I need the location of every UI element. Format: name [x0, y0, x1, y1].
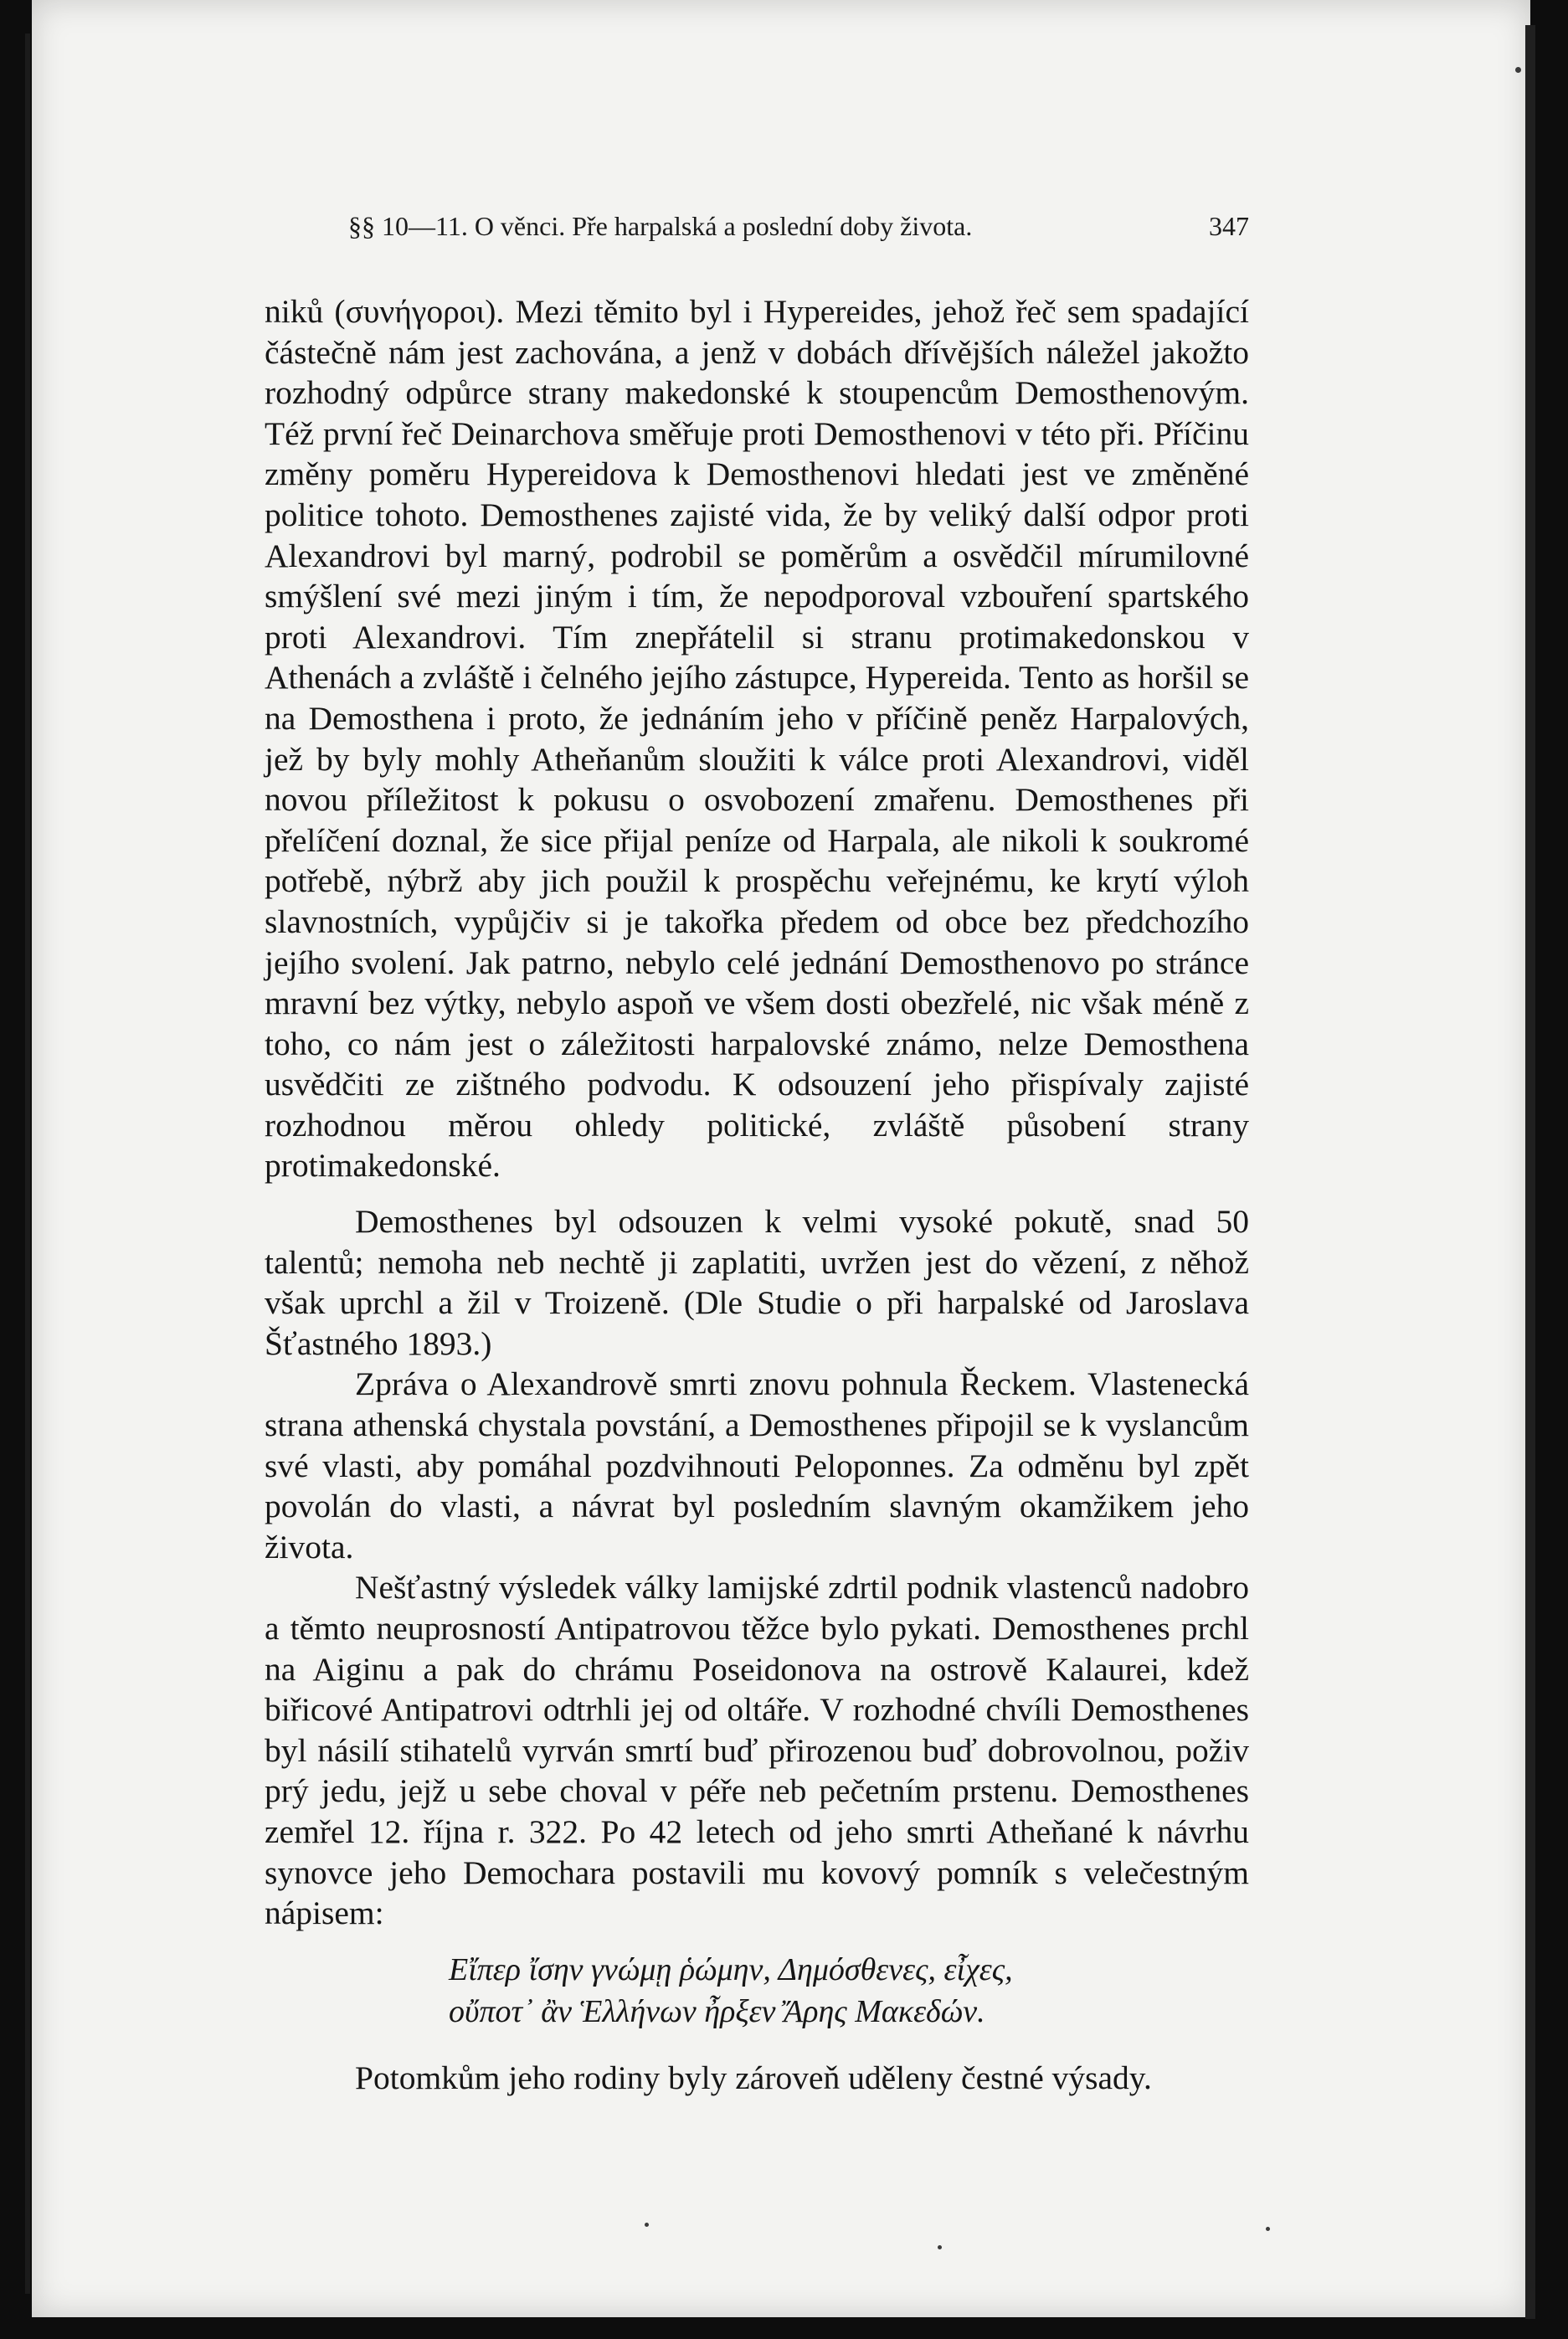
verse-line: οὔποτ᾽ ἂν Ἑλλήνων ἦρξεν Ἄρης Μακεδών.	[449, 1993, 985, 2029]
scan-speck	[645, 2223, 649, 2227]
paragraph: niků (συνήγοροι). Mezi těmito byl i Hypereides, jehož řeč sem spadající částečně nám jest zachována, a jenž v dobách dřívějších náležel jakožto rozhodný odpůrce strany makedonské k stoupencům Demosthenovým. Též první řeč Deinarchova směřuje proti Demosthenovi v této při. Příčinu změny poměru Hypereidova k Demosthenovi hledati jest ve změněné politice tohoto. Demosthenes zajisté vida, že by veliký další odpor proti Alexandrovi byl marný, podrobil se poměrům a osvědčil mírumilovné smýšlení své mezi jiným i tím, že nepodporoval vzbouření spartského proti Alexandrovi. Tím znepřátelil si stranu protimakedonskou v Athenách a zvláště i čelného jejího zástupce, Hypereida. Tento as horšil se na Demosthena i proto, že jednáním jeho v příčině peněz Harpalových, jež by byly mohly Atheňanům sloužiti k válce proti Alexandrovi, viděl novou příležitost k pokusu o osvobození zmařenu. Demosthenes při přelíčení doznal, že sice přijal peníze od Harpala, ale nikoli k soukromé potřebě, nýbrž aby jich použil k prospěchu veřejnému, ke krytí výloh slavnostních, vypůjčiv si je takořka předem od obce bez předchozího jejího svolení. Jak patrno, nebylo celé jednání Demosthenovo po stránce mravní bez výtky, nebylo aspoň ve všem dosti obezřelé, nic však méně z toho, co nám jest o záležitosti harpalovské známo, nelze Demosthena usvědčiti ze zištného podvodu. K odsouzení jeho přispívaly zajisté rozhodnou měrou ohledy politické, zvláště působení strany protimakedonské.	[265, 293, 1249, 1185]
page-number: 347	[1209, 211, 1249, 241]
page-shadow-left	[25, 33, 30, 2294]
scan-speck	[1515, 67, 1521, 73]
greek-epigram	[265, 1949, 1249, 2033]
paragraph: Nešťastný výsledek války lamijské zdrtil podnik vlastenců nadobro a těmto neuprosností Antipatrovou těžce bylo pykati. Demosthenes prchl na Aiginu a pak do chrámu Poseidonova na ostrově Kalaurei, kdež biřicové Antipatrovi odtrhli jej od oltáře. V rozhodné chvíli Demosthenes byl násilí stihatelů vyrván smrtí buď přirozenou buď dobrovolnou, poživ prý jedu, jejž u sebe choval v péře neb pečetním prstenu. Demosthenes zemřel 12. října r. 322. Po 42 letech od jeho smrti Atheňané k návrhu synovce jeho Demochara postavili mu kovový pomník s velečestným nápisem:	[265, 1569, 1249, 1932]
scan-speck	[938, 2245, 942, 2249]
paragraph: Zpráva o Alexandrově smrti znovu pohnula Řeckem. Vlastenecká strana athenská chystala povstání, a Demosthenes připojil se k vyslancům své vlasti, aby pomáhal pozdvihnouti Peloponnes. Za odměnu byl zpět povolán do vlasti, a návrat byl posledním slavným okamžikem jeho života.	[265, 1365, 1249, 1565]
page-shadow-right	[1525, 25, 1535, 2319]
running-title: §§ 10—11. O věnci. Pře harpalská a poslední doby života.	[348, 211, 973, 241]
running-header	[348, 211, 1249, 242]
closing-line: Potomkům jeho rodiny byly zároveň uděleny čestné výsady.	[355, 2059, 1152, 2096]
verse-line: Εἴπερ ἴσην γνώμῃ ῥώμην, Δημόσθενες, εἶχες,	[449, 1951, 1013, 1987]
paragraph: Demosthenes byl odsouzen k velmi vysoké pokutě, snad 50 talentů; nemoha neb nechtě ji zaplatiti, uvržen jest do vězení, z něhož však uprchl a žil v Troizeně. (Dle Studie o při harpalské od Jaroslava Šťastného 1893.)	[265, 1203, 1249, 1362]
body-text	[265, 291, 1249, 2098]
scan-speck	[1266, 2227, 1270, 2231]
